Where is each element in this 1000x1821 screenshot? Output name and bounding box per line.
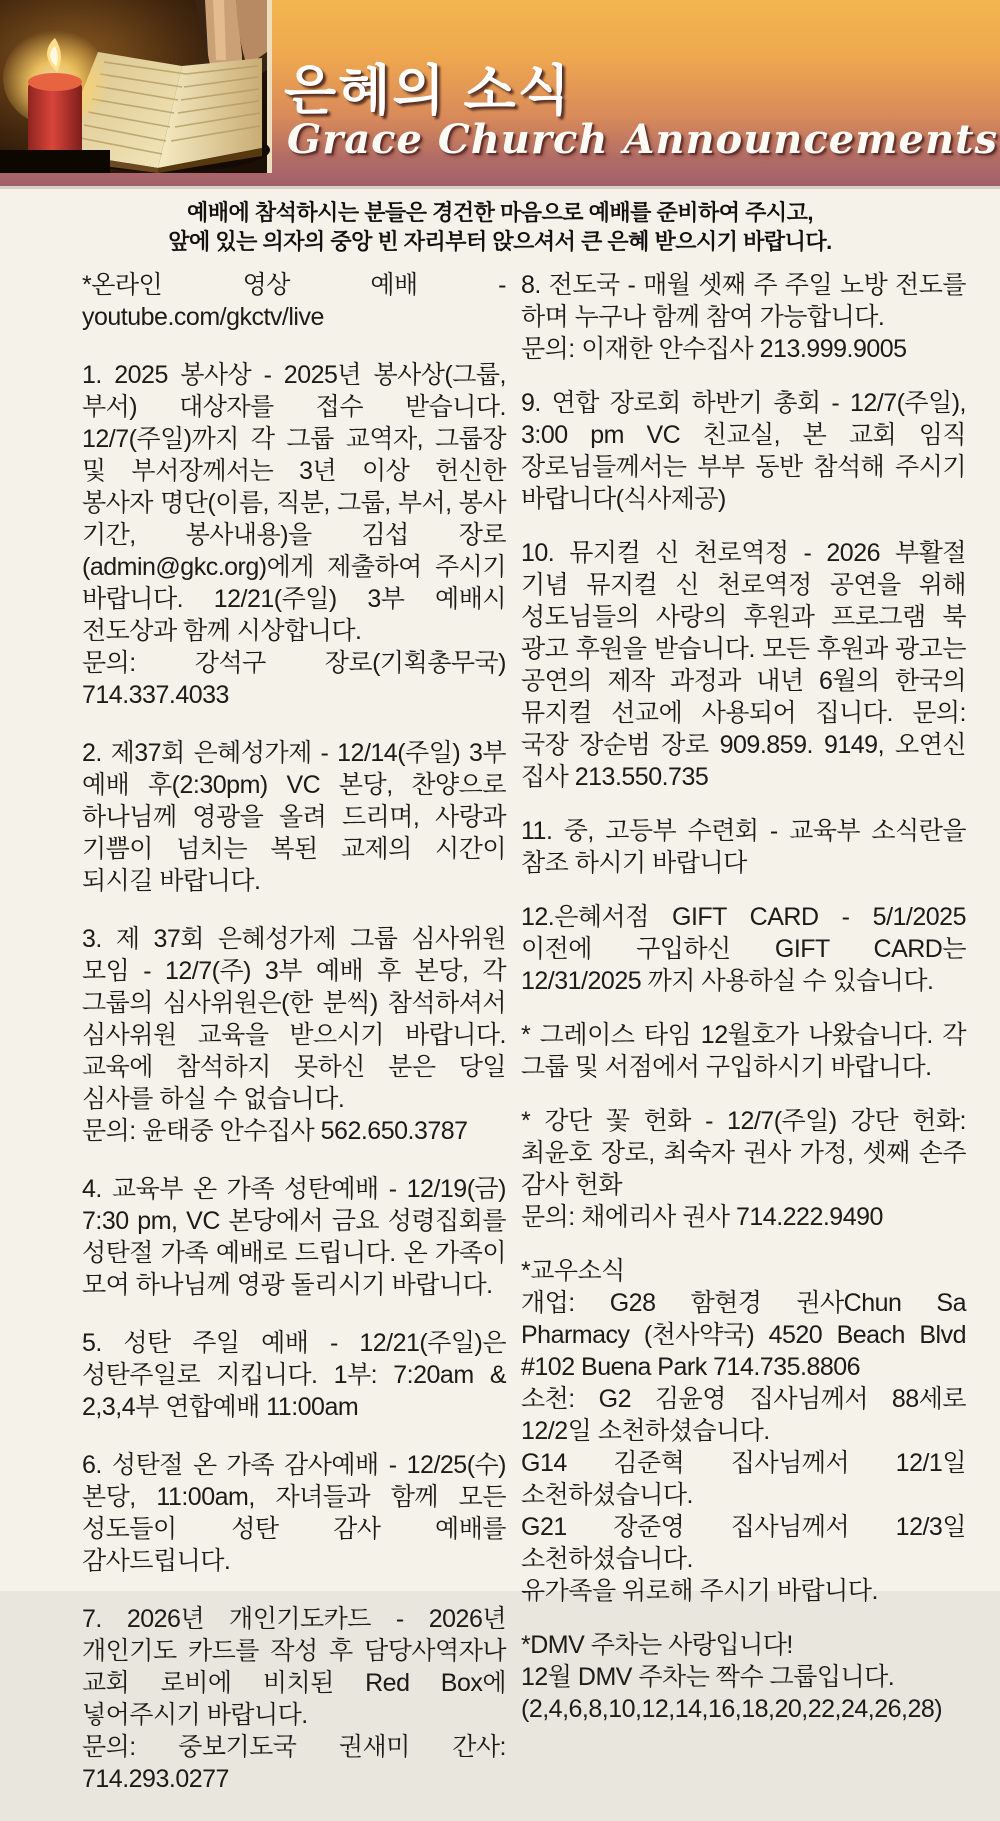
- announcement-item: [521, 269, 966, 365]
- intro-notice: [0, 198, 1000, 256]
- announcement-text: 문의: 강석구 장로(기획총무국) 714.337.4033: [82, 649, 506, 709]
- announcement-text: 6. 성탄절 온 가족 감사예배 - 12/25(수) 본당, 11:00am, 자녀들과 함께 모든 성도들이 성탄 감사 예배를 감사드립니다.: [82, 1451, 506, 1575]
- announcement-text: 11. 중, 고등부 수련회 - 교육부 소식란을 참조 하시기 바랍니다: [521, 817, 966, 877]
- announcement-item: [82, 1449, 506, 1577]
- announcement-text: *DMV 주차는 사랑입니다!: [521, 1631, 793, 1659]
- announcement-text: (2,4,6,8,10,12,14,16,18,20,22,24,26,28): [521, 1695, 943, 1723]
- announcement-text: 7. 2026년 개인기도카드 - 2026년 개인기도 카드를 작성 후 담당사역자나 교회 로비에 비치된 Red Box에 넣어주시기 바랍니다.: [82, 1605, 506, 1729]
- page-subtitle: Grace Church Announcements: [287, 116, 999, 163]
- announcement-text: 10. 뮤지컬 신 천로역정 - 2026 부활절 기념 뮤지컬 신 천로역정 공연을 위해 성도님들의 사랑의 후원과 프로그램 북 광고 후원을 받습니다. 모든 후원과 광고는 공연의 제작 과정과 내년 6월의 한국의 뮤지컬 선교에 사용되어 집니다. 문의: 국장 장순범 장로 909.859. 9149, 오연신 집사 213.550.735: [521, 539, 966, 791]
- announcement-item: [521, 901, 966, 997]
- announcement-item: [521, 1105, 966, 1233]
- announcement-item: [521, 1255, 966, 1607]
- header-banner: [0, 0, 1000, 186]
- candle-icon: [0, 30, 110, 173]
- announcement-text: * 그레이스 타임 12월호가 나왔습니다. 각 그룹 및 서점에서 구입하시기 바랍니다.: [521, 1021, 966, 1081]
- announcement-text: *교우소식: [521, 1257, 625, 1285]
- announcement-text: 1. 2025 봉사상 - 2025년 봉사상(그룹, 부서) 대상자를 접수 받습니다. 12/7(주일)까지 각 그룹 교역자, 그룹장 및 부서장께서는 3년 이상 헌신한 봉사자 명단(이름, 직분, 그룹, 부서, 봉사 기간, 봉사내용)을 김섭 장로(admin@gkc.org)에게 제출하여 주시기 바랍니다. 12/21(주일) 3부 예배시 전도상과 함께 시상합니다.: [82, 361, 506, 645]
- announcement-text: 5. 성탄 주일 예배 - 12/21(주일)은 성탄주일로 지킵니다. 1부: 7:20am & 2,3,4부 연합예배 11:00am: [82, 1329, 506, 1421]
- announcement-item: [82, 1173, 506, 1301]
- intro-line-2: 앞에 있는 의자의 중앙 빈 자리부터 앉으셔서 큰 은혜 받으시기 바랍니다.: [168, 229, 832, 254]
- announcement-text: G14 김준혁 집사님께서 12/1일 소천하셨습니다.: [521, 1449, 966, 1509]
- header-photo: [0, 0, 272, 173]
- announcement-text: 문의: 이재한 안수집사 213.999.9005: [521, 335, 907, 363]
- announcement-text: 유가족을 위로해 주시기 바랍니다.: [521, 1577, 878, 1605]
- left-column: [82, 269, 506, 1821]
- announcement-item: [82, 1327, 506, 1423]
- devotional-photo-illustration: [0, 0, 267, 173]
- announcement-item: [82, 359, 506, 711]
- announcement-item: [521, 1629, 966, 1725]
- announcement-item: [82, 923, 506, 1147]
- announcement-text: 3. 제 37회 은혜성가제 그룹 심사위원 모임 - 12/7(주) 3부 예배 후 본당, 각 그룹의 심사위원은(한 분씩) 참석하셔서 심사위원 교육을 받으시기 바랍니다. 교육에 참석하지 못하신 분은 당일 심사를 하실 수 없습니다.: [82, 925, 506, 1113]
- announcement-text: * 강단 꽃 헌화 - 12/7(주일) 강단 헌화: 최윤호 장로, 최숙자 권사 가정, 셋째 손주 감사 헌화: [521, 1107, 966, 1199]
- announcement-text: 12월 DMV 주차는 짝수 그룹입니다.: [521, 1663, 895, 1691]
- announcement-text: 2. 제37회 은혜성가제 - 12/14(주일) 3부 예배 후(2:30pm) VC 본당, 찬양으로 하나님께 영광을 올려 드리며, 사랑과 기쁨이 넘치는 복된 교제의 시간이 되시길 바랍니다.: [82, 739, 506, 895]
- announcement-text: G21 장준영 집사님께서 12/3일 소천하셨습니다.: [521, 1513, 966, 1573]
- announcement-item: [521, 815, 966, 879]
- announcement-item: [82, 737, 506, 897]
- announcement-text: 4. 교육부 온 가족 성탄예배 - 12/19(금) 7:30 pm, VC 본당에서 금요 성령집회를 성탄절 가족 예배로 드립니다. 온 가족이 모여 하나님께 영광 돌리시기 바랍니다.: [82, 1175, 506, 1299]
- announcement-columns: [0, 256, 1000, 1821]
- announcement-text: 문의: 중보기도국 권새미 간사: 714.293.0277: [82, 1733, 506, 1793]
- announcement-item: [82, 1603, 506, 1795]
- announcement-text: 8. 전도국 - 매월 셋째 주 주일 노방 전도를 하며 누구나 함께 참여 가능합니다.: [521, 271, 966, 331]
- announcement-item: [521, 387, 966, 515]
- announcement-text: 9. 연합 장로회 하반기 총회 - 12/7(주일), 3:00 pm VC 친교실, 본 교회 임직 장로님들께서는 부부 동반 참석해 주시기 바랍니다(식사제공): [521, 389, 966, 513]
- intro-line-1: 예배에 참석하시는 분들은 경건한 마음으로 예배를 준비하여 주시고,: [187, 200, 813, 225]
- announcement-text: 소천: G2 김윤영 집사님께서 88세로 12/2일 소천하셨습니다.: [521, 1385, 966, 1445]
- announcement-text: 12.은혜서점 GIFT CARD - 5/1/2025 이전에 구입하신 GIFT CARD는 12/31/2025 까지 사용하실 수 있습니다.: [521, 903, 966, 995]
- page-title: 은혜의 소식: [284, 61, 572, 121]
- announcement-text: 문의: 채에리사 권사 714.222.9490: [521, 1203, 883, 1231]
- announcement-text: 문의: 윤태중 안수집사 562.650.3787: [82, 1117, 468, 1145]
- right-column: [521, 269, 966, 1821]
- announcement-text: 개업: G28 함현경 권사Chun Sa Pharmacy (천사약국) 4520 Beach Blvd #102 Buena Park 714.735.8806: [521, 1289, 966, 1381]
- announcement-item: [82, 269, 506, 333]
- announcement-text: *온라인 영상 예배 - youtube.com/gkctv/live: [82, 271, 506, 331]
- announcement-item: [521, 1019, 966, 1083]
- announcement-item: [521, 537, 966, 793]
